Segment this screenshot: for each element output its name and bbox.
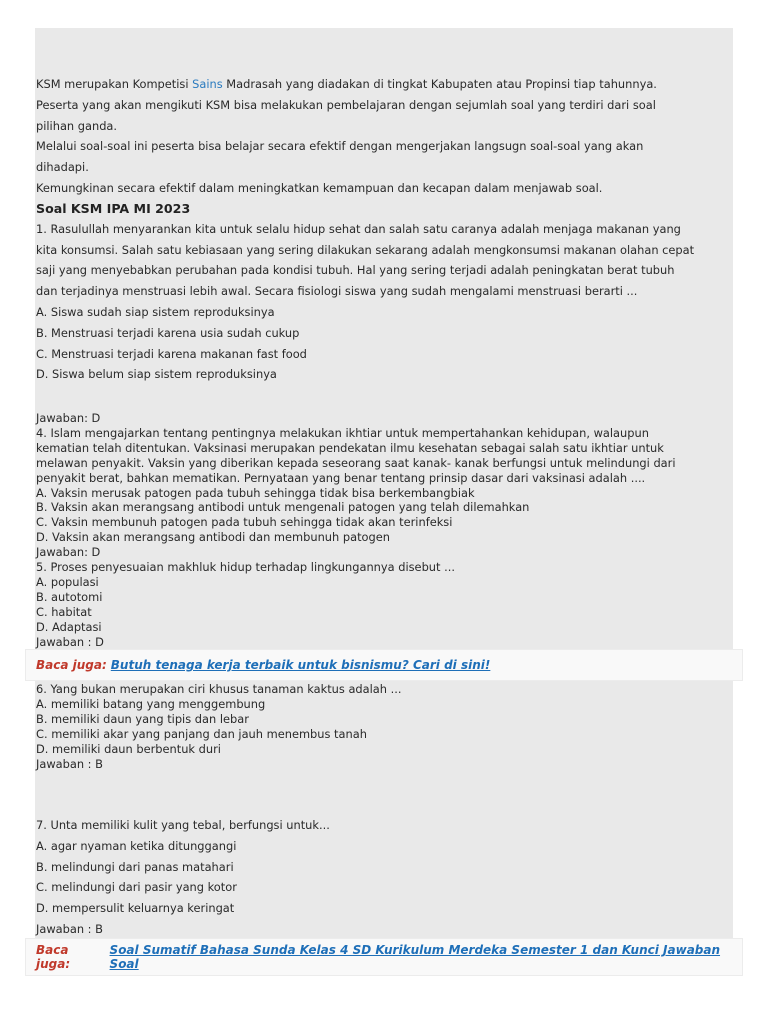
q7-line: 7. Unta memiliki kulit yang tebal, berfungsi untuk... bbox=[36, 818, 330, 832]
q5-option-d: D. Adaptasi bbox=[36, 619, 102, 634]
q7-option-d: D. mempersulit keluarnya keringat bbox=[36, 901, 235, 916]
q6-line: 6. Yang bukan merupakan ciri khusus tanaman kaktus adalah ... bbox=[36, 682, 402, 696]
q5-option-a: A. populasi bbox=[36, 574, 99, 589]
intro-line-2: Peserta yang akan mengikuti KSM bisa melakukan pembelajaran dengan sejumlah soal yang terdiri dari soal bbox=[36, 97, 656, 112]
q1-line: 1. Rasulullah menyarankan kita untuk selalu hidup sehat dan salah satu caranya adalah menjaga makanan yang bbox=[36, 221, 681, 236]
q6-answer: Jawaban : B bbox=[36, 756, 103, 771]
read-also-label: Baca juga: bbox=[36, 658, 107, 672]
q4-option-d: D. Vaksin akan merangsang antibodi dan membunuh patogen bbox=[36, 530, 390, 545]
intro-line-1: KSM merupakan Kompetisi Sains Madrasah yang diadakan di tingkat Kabupaten atau Propinsi tiap tahunnya. bbox=[36, 77, 657, 91]
q1-line: saji yang menyebabkan perubahan pada kondisi tubuh. Hal yang sering terjadi adalah peningkatan berat tubuh bbox=[36, 263, 675, 278]
q7-option-b: B. melindungi dari panas matahari bbox=[36, 859, 234, 874]
read-also-link-1[interactable]: Butuh tenaga kerja terbaik untuk bisnismu? Cari di sini! bbox=[110, 658, 491, 672]
read-also-box-1 bbox=[25, 649, 743, 681]
q1-option-a: A. Siswa sudah siap sistem reproduksinya bbox=[36, 304, 275, 319]
read-also-label: Baca juga: bbox=[36, 943, 71, 971]
q6-option-c: C. memiliki akar yang panjang dan jauh menembus tanah bbox=[36, 726, 367, 741]
intro-line-5: dihadapi. bbox=[36, 160, 89, 175]
read-also-box-2 bbox=[25, 938, 743, 976]
q5-option-c: C. habitat bbox=[36, 604, 92, 619]
q4-option-c: C. Vaksin membunuh patogen pada tubuh sehingga tidak akan terinfeksi bbox=[36, 515, 453, 530]
q1-line: kita konsumsi. Salah satu kebiasaan yang sering dilakukan sekarang adalah mengkonsumsi makanan olahan cepat bbox=[36, 242, 695, 257]
q5-line: 5. Proses penyesuaian makhluk hidup terhadap lingkungannya disebut ... bbox=[36, 560, 455, 575]
q7-option-a: A. agar nyaman ketika ditunggangi bbox=[36, 838, 237, 853]
questions-4-5 bbox=[36, 411, 732, 650]
q4-option-a: A. Vaksin merusak patogen pada tubuh sehingga tidak bisa berkembangbiak bbox=[36, 485, 475, 500]
q4-line: melawan penyakit. Vaksin yang diberikan kepada seseorang saat kanak- kanak berfungsi untuk melindungi dari bbox=[36, 455, 676, 470]
read-also-link-2[interactable]: Soal Sumatif Bahasa Sunda Kelas 4 SD Kurikulum Merdeka Semester 1 dan Kunci Jawaban Soal bbox=[109, 943, 721, 971]
q5-answer: Jawaban : D bbox=[36, 634, 104, 649]
q5-option-b: B. autotomi bbox=[36, 589, 103, 604]
q7-answer: Jawaban : B bbox=[36, 921, 103, 936]
q4-answer: Jawaban: D bbox=[36, 545, 101, 560]
q1-answer: Jawaban: D bbox=[36, 411, 101, 425]
q6-option-b: B. memiliki daun yang tipis dan lebar bbox=[36, 711, 249, 726]
sains-link[interactable]: Sains bbox=[192, 77, 223, 91]
q4-line: penyakit berat, bahkan mematikan. Pernyataan yang benar tentang prinsip dasar dari vaksinasi adalah .... bbox=[36, 470, 646, 485]
q1-option-c: C. Menstruasi terjadi karena makanan fast food bbox=[36, 346, 307, 361]
question-6 bbox=[36, 682, 732, 771]
q1-line: dan terjadinya menstruasi lebih awal. Secara fisiologi siswa yang sudah mengalami menstruasi berarti ... bbox=[36, 284, 638, 299]
q7-option-c: C. melindungi dari pasir yang kotor bbox=[36, 880, 237, 895]
intro-line-3: pilihan ganda. bbox=[36, 118, 118, 133]
article-body bbox=[36, 74, 732, 385]
question-7 bbox=[36, 815, 732, 940]
q1-option-b: B. Menstruasi terjadi karena usia sudah cukup bbox=[36, 325, 300, 340]
q4-line: 4. Islam mengajarkan tentang pentingnya melakukan ikhtiar untuk mempertahankan kehidupan, walaupun bbox=[36, 425, 649, 440]
q4-option-b: B. Vaksin akan merangsang antibodi untuk mengenali patogen yang telah dilemahkan bbox=[36, 500, 530, 515]
intro-line-6: Kemungkinan secara efektif dalam meningkatkan kemampuan dan kecapan dalam menjawab soal. bbox=[36, 180, 603, 195]
q6-option-a: A. memiliki batang yang menggembung bbox=[36, 696, 266, 711]
section-heading: Soal KSM IPA MI 2023 bbox=[36, 200, 191, 216]
q4-line: kematian telah ditentukan. Vaksinasi merupakan pendekatan ilmu kesehatan sebagai salah satu ikhtiar untuk bbox=[36, 440, 664, 455]
q6-option-d: D. memiliki daun berbentuk duri bbox=[36, 741, 221, 756]
intro-line-4: Melalui soal-soal ini peserta bisa belajar secara efektif dengan mengerjakan langsugn soal-soal yang akan bbox=[36, 139, 644, 154]
q1-option-d: D. Siswa belum siap sistem reproduksinya bbox=[36, 367, 277, 382]
